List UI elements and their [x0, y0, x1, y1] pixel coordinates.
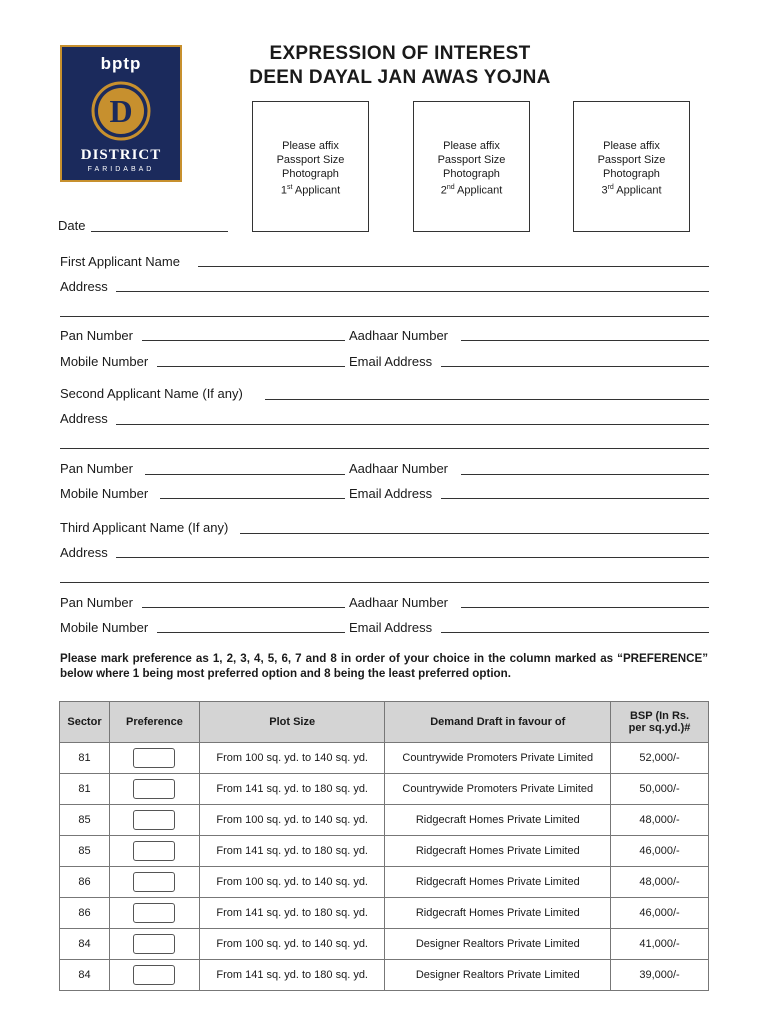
- bptp-district-logo: [60, 45, 182, 182]
- first-applicant-field[interactable]: [198, 266, 709, 267]
- cell-preference: [109, 898, 199, 929]
- cell-sector: 81: [60, 774, 110, 805]
- photo-text: Photograph: [603, 168, 660, 180]
- photo-applicant: 3rd Applicant: [601, 184, 662, 197]
- photo-text: Passport Size: [276, 154, 345, 166]
- photo-applicant: 2nd Applicant: [440, 184, 503, 197]
- preference-input[interactable]: [133, 934, 175, 954]
- photo-text: Photograph: [443, 168, 500, 180]
- cell-bsp: 39,000/-: [611, 960, 709, 991]
- third-applicant-field[interactable]: [240, 533, 709, 534]
- cell-plot-size: From 141 sq. yd. to 180 sq. yd.: [199, 836, 385, 867]
- email-label: Email Address: [349, 486, 433, 501]
- col-plot-size: Plot Size: [199, 702, 385, 743]
- preference-input[interactable]: [133, 810, 175, 830]
- photo-text: Please affix: [603, 140, 660, 152]
- cell-sector: 86: [60, 898, 110, 929]
- cell-demand-draft: Countrywide Promoters Private Limited: [385, 743, 611, 774]
- table-row: [60, 805, 709, 836]
- cell-plot-size: From 100 sq. yd. to 140 sq. yd.: [199, 929, 385, 960]
- address-label: Address: [60, 279, 108, 294]
- address-field[interactable]: [116, 424, 709, 425]
- mobile-field[interactable]: [157, 632, 345, 633]
- cell-sector: 84: [60, 929, 110, 960]
- table-row: [60, 867, 709, 898]
- email-field[interactable]: [441, 366, 709, 367]
- email-field[interactable]: [441, 498, 709, 499]
- cell-demand-draft: Designer Realtors Private Limited: [385, 960, 611, 991]
- pan-label: Pan Number: [60, 595, 133, 610]
- aadhaar-label: Aadhaar Number: [349, 461, 448, 476]
- address-field-line2[interactable]: [60, 582, 709, 583]
- col-demand-draft: Demand Draft in favour of: [385, 702, 611, 743]
- cell-demand-draft: Designer Realtors Private Limited: [385, 929, 611, 960]
- aadhaar-field[interactable]: [461, 340, 709, 341]
- cell-preference: [109, 805, 199, 836]
- cell-demand-draft: Ridgecraft Homes Private Limited: [385, 898, 611, 929]
- cell-preference: [109, 836, 199, 867]
- cell-sector: 85: [60, 836, 110, 867]
- cell-sector: 85: [60, 805, 110, 836]
- cell-demand-draft: Ridgecraft Homes Private Limited: [385, 836, 611, 867]
- photo-text: Photograph: [282, 168, 339, 180]
- aadhaar-label: Aadhaar Number: [349, 328, 448, 343]
- second-applicant-label: Second Applicant Name (If any): [60, 386, 243, 401]
- cell-demand-draft: Ridgecraft Homes Private Limited: [385, 867, 611, 898]
- mobile-label: Mobile Number: [60, 620, 149, 635]
- cell-preference: [109, 867, 199, 898]
- cell-plot-size: From 141 sq. yd. to 180 sq. yd.: [199, 898, 385, 929]
- mobile-field[interactable]: [160, 498, 345, 499]
- pan-field[interactable]: [142, 340, 345, 341]
- cell-sector: 86: [60, 867, 110, 898]
- table-row: [60, 898, 709, 929]
- address-label: Address: [60, 545, 108, 560]
- page-title: EXPRESSION OF INTEREST: [269, 43, 531, 64]
- cell-bsp: 48,000/-: [611, 805, 709, 836]
- cell-bsp: 52,000/-: [611, 743, 709, 774]
- cell-bsp: 46,000/-: [611, 898, 709, 929]
- table-row: [60, 836, 709, 867]
- logo-name: DISTRICT: [80, 147, 162, 163]
- cell-sector: 84: [60, 960, 110, 991]
- photo-text: Please affix: [282, 140, 339, 152]
- preference-input[interactable]: [133, 779, 175, 799]
- photo-box-2[interactable]: [413, 101, 530, 232]
- table-header-row: [60, 702, 709, 743]
- cell-plot-size: From 141 sq. yd. to 180 sq. yd.: [199, 774, 385, 805]
- cell-bsp: 46,000/-: [611, 836, 709, 867]
- aadhaar-field[interactable]: [461, 607, 709, 608]
- address-label: Address: [60, 411, 108, 426]
- cell-preference: [109, 960, 199, 991]
- address-field[interactable]: [116, 557, 709, 558]
- cell-plot-size: From 141 sq. yd. to 180 sq. yd.: [199, 960, 385, 991]
- address-field-line2[interactable]: [60, 316, 709, 317]
- photo-box-1[interactable]: [252, 101, 369, 232]
- pan-label: Pan Number: [60, 461, 133, 476]
- logo-monogram: D: [109, 93, 133, 129]
- table-row: [60, 960, 709, 991]
- second-applicant-field[interactable]: [265, 399, 709, 400]
- preference-input[interactable]: [133, 903, 175, 923]
- date-field[interactable]: [91, 231, 228, 232]
- page-subtitle: DEEN DAYAL JAN AWAS YOJNA: [249, 67, 551, 88]
- cell-plot-size: From 100 sq. yd. to 140 sq. yd.: [199, 743, 385, 774]
- col-sector: Sector: [60, 702, 110, 743]
- cell-bsp: 50,000/-: [611, 774, 709, 805]
- preference-input[interactable]: [133, 841, 175, 861]
- photo-text: Passport Size: [437, 154, 506, 166]
- address-field-line2[interactable]: [60, 448, 709, 449]
- cell-sector: 81: [60, 743, 110, 774]
- mobile-label: Mobile Number: [60, 486, 149, 501]
- table-row: [60, 929, 709, 960]
- cell-preference: [109, 929, 199, 960]
- col-bsp: BSP (In Rs. per sq.yd.)#: [611, 702, 709, 743]
- photo-applicant: 1st Applicant: [280, 184, 341, 197]
- cell-bsp: 48,000/-: [611, 867, 709, 898]
- email-field[interactable]: [441, 632, 709, 633]
- cell-preference: [109, 774, 199, 805]
- cell-preference: [109, 743, 199, 774]
- preference-input[interactable]: [133, 965, 175, 985]
- email-label: Email Address: [349, 620, 433, 635]
- photo-box-3[interactable]: [573, 101, 690, 232]
- cell-demand-draft: Ridgecraft Homes Private Limited: [385, 805, 611, 836]
- logo-brand: bptp: [100, 54, 142, 73]
- pan-label: Pan Number: [60, 328, 133, 343]
- table-row: [60, 743, 709, 774]
- cell-demand-draft: Countrywide Promoters Private Limited: [385, 774, 611, 805]
- preference-input[interactable]: [133, 872, 175, 892]
- date-label: Date: [58, 218, 86, 233]
- cell-plot-size: From 100 sq. yd. to 140 sq. yd.: [199, 867, 385, 898]
- first-applicant-label: First Applicant Name: [60, 254, 180, 269]
- table-row: [60, 774, 709, 805]
- aadhaar-field[interactable]: [461, 474, 709, 475]
- col-preference: Preference: [109, 702, 199, 743]
- third-applicant-label: Third Applicant Name (If any): [60, 520, 229, 535]
- pan-field[interactable]: [145, 474, 345, 475]
- photo-text: Passport Size: [597, 154, 666, 166]
- cell-plot-size: From 100 sq. yd. to 140 sq. yd.: [199, 805, 385, 836]
- preference-table: [59, 701, 709, 991]
- address-field[interactable]: [116, 291, 709, 292]
- aadhaar-label: Aadhaar Number: [349, 595, 448, 610]
- pan-field[interactable]: [142, 607, 345, 608]
- d-emblem-icon: [90, 80, 152, 142]
- photo-text: Please affix: [443, 140, 500, 152]
- mobile-field[interactable]: [157, 366, 345, 367]
- logo-city: FARIDABAD: [87, 166, 155, 173]
- preference-instructions: Please mark preference as 1, 2, 3, 4, 5, 6, 7 and 8 in order of your choice in the column marked as “PREFERENCE” below where 1 being most preferred option and 8 being the least preferred option.: [60, 652, 708, 680]
- email-label: Email Address: [349, 354, 433, 369]
- preference-input[interactable]: [133, 748, 175, 768]
- mobile-label: Mobile Number: [60, 354, 149, 369]
- cell-bsp: 41,000/-: [611, 929, 709, 960]
